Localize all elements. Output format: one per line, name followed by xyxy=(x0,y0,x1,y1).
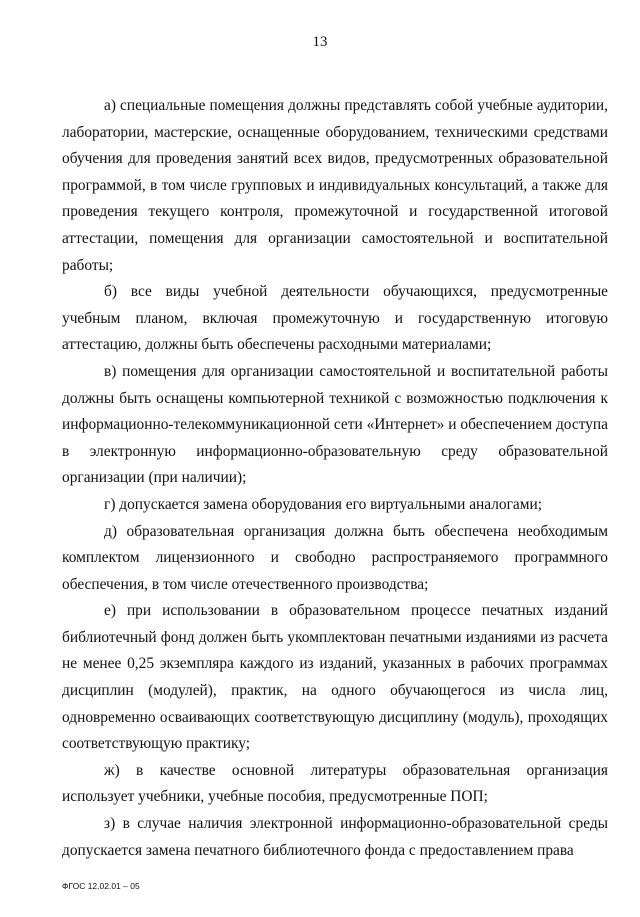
paragraph-g: г) допускается замена оборудования его виртуальными аналогами; xyxy=(104,495,542,513)
paragraph-e: е) при использовании в образовательном процессе печатных изданий библиотечный фонд должен быть укомплектован печатными изданиями из расчета не менее 0,25 экземпляра каждого из изданий, указанных в рабочих программах дисциплин (модулей), практик, на одного обучающегося из числа лиц, одновременно осваивающих соответствующую дисциплину (модуль), проходящих соответствующую практику; xyxy=(62,602,608,753)
paragraph-zh: ж) в качестве основной литературы образовательная организация использует учебники, учебные пособия, предусмотренные ПОП; xyxy=(62,761,608,806)
paragraph-b: б) все виды учебной деятельности обучающихся, предусмотренные учебным планом, включая промежуточную и государственную итоговую аттестацию, должны быть обеспечены расходными материалами; xyxy=(62,283,608,354)
paragraph-v: в) помещения для организации самостоятельной и воспитательной работы должны быть оснащены компьютерной техникой с возможностью подключения к информационно-телекоммуникационной сети «Интернет» и обеспечением доступа в электронную информационно-образовательную среду образовательной организации (при наличии); xyxy=(62,362,608,487)
paragraph-z: з) в случае наличия электронной информационно-образовательной среды допускается замена печатного библиотечного фонда с предоставлением права xyxy=(62,815,608,859)
paragraph-a: а) специальные помещения должны представлять собой учебные аудитории, лаборатории, мастерские, оснащенные оборудованием, техническими средствами обучения для проведения занятий всех видов, предусмотренных образовательной программой, в том числе групповых и индивидуальных консультаций, а также для проведения текущего контроля, промежуточной и государственной итоговой аттестации, помещения для организации самостоятельной и воспитательной работы; xyxy=(62,97,608,274)
page-number: 13 xyxy=(312,34,328,50)
paragraph-d: д) образовательная организация должна быть обеспечена необходимым комплектом лицензионного и свободно распространяемого программного обеспечения, в том числе отечественного производства; xyxy=(62,522,608,593)
footer-document-code: ФГОС 12.02.01 – 05 xyxy=(62,881,140,891)
document-body xyxy=(62,93,608,864)
